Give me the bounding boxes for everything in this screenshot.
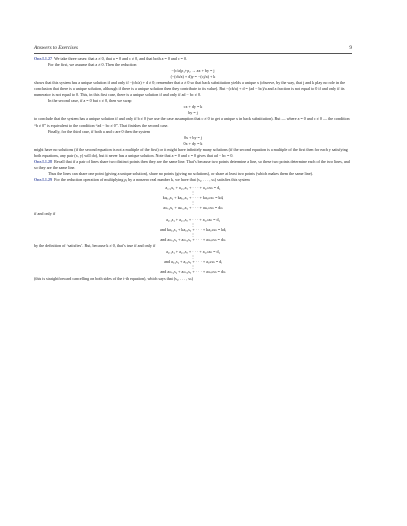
vertical-ellipsis: ⋮	[190, 264, 196, 270]
paragraph: Finally, for the third case, if both a and c are 0 then the system	[48, 128, 151, 134]
exercise-text: For the reduction operation of multiplying ρᵢ by a nonzero real number k, we have that (s₁, . . . , sₙ) satisfies this system	[54, 176, 250, 182]
vertical-ellipsis: ⋮	[190, 200, 196, 206]
exercise-label: One.I.1.29	[34, 176, 53, 182]
equation: −(c/a)ρ₁+ρ₂ → ax + by = j	[171, 68, 215, 74]
vertical-ellipsis: ⋮	[190, 190, 196, 196]
header-rule	[34, 53, 352, 54]
exercise-text: We take three cases: that a ≠ 0, that a = 0 and c ≠ 0, and that both a = 0 and c = 0.	[54, 56, 188, 61]
paragraph: might have no solutions (if the second equation is not a multiple of the first) or it might have infinitely many solutions (if the second equation is a multiple of the first then for each y satisfying both equations, any pair (x, y) will do), but it never has a unique solution. Note that a = 0 and c = 0 gives that ad − bc = 0.	[34, 146, 348, 158]
equation: a₁,₁s₁ + a₁,₂s₂ + · · · + a₁,ₙsₙ = d₁	[166, 217, 220, 223]
vertical-ellipsis: ⋮	[190, 232, 196, 238]
exercise-label: One.I.1.28	[34, 158, 53, 164]
equation: (−(cb/a) + d)y = −(cj/a) + k	[170, 74, 216, 80]
equation: and aᵢ,₁s₁ + aᵢ,₂s₂ + · · · + aᵢ,ₙsₙ = dᵢ	[164, 259, 222, 265]
page-number: 9	[349, 45, 352, 51]
equation: a₁,₁s₁ + a₁,₂s₂ + · · · + a₁,ₙsₙ = d₁	[166, 249, 220, 255]
paragraph: For the first, we assume that a ≠ 0. Then the reduction	[48, 62, 137, 68]
paragraph: shows that this system has a unique solution if and only if −(cb/a) + d ≠ 0; remember that a ≠ 0 so that back substitution yields a unique x (observe, by the way, that j and k play no role in the conclusion that there is a unique solution, although if there is a unique solution then they contribute to its value). But −(cb/a) + d = (ad − bc)/a and a fraction is not equal to 0 if and only if its numerator is not equal to 0. This, in this first case, there is a unique solution if and only if ad − bc ≠ 0.	[34, 80, 346, 98]
running-title: Answers to Exercises	[34, 45, 78, 51]
equation: kaᵢ,₁x₁ + kaᵢ,₂x₂ + · · · + kaᵢ,ₙxₙ = kdᵢ	[162, 195, 224, 201]
equation: by = j	[188, 110, 198, 116]
paragraph: if and only if	[34, 211, 56, 217]
exercise-text: Recall that if a pair of lines share two distinct points then they are the same line. That’s because two points determine a line, so these two points determine each of the two lines, and so they are the same line.	[34, 158, 350, 170]
vertical-ellipsis: ⋮	[190, 254, 196, 260]
page-body	[34, 56, 352, 282]
paragraph: to conclude that the system has a unique solution if and only if b ≠ 0 (we use the case assumption that c ≠ 0 to get a unique x in back substitution). But — where a = 0 and c ≠ 0 — the condition “b ≠ 0” is equivalent to the condition “ad − bc ≠ 0”. That finishes the second case.	[34, 116, 350, 128]
equation: aₘ,₁x₁ + aₘ,₂x₂ + · · · + aₘ,ₙxₙ = dₘ	[163, 205, 223, 211]
equation: 0x + dy = k	[183, 140, 203, 146]
exercise-label: One.I.1.27	[34, 56, 53, 61]
paragraph: In the second case, if a = 0 but c ≠ 0, then we swap	[48, 98, 132, 104]
exercise-paragraph	[34, 159, 352, 171]
paragraph: (this is straightforward cancelling on both sides of the i-th equation), which says that (s₁, . . . , sₙ)	[34, 275, 194, 281]
running-head	[34, 45, 352, 51]
equation: a₁,₁x₁ + a₁,₂x₂ + · · · + a₁,ₙxₙ = d₁	[165, 184, 221, 190]
equation: and kaᵢ,₁s₁ + kaᵢ,₂s₂ + · · · + kaᵢ,ₙsₙ = kdᵢ	[160, 227, 226, 233]
paragraph: Thus the lines can share one point (giving a unique solution), share no points (giving no solutions), or share at least two points (which makes them the same line).	[48, 170, 314, 176]
equation: and aₘ,₁s₁ + aₘ,₂s₂ + · · · + aₘ,ₙsₙ = dₘ	[160, 237, 226, 243]
equation: 0x + by = j	[183, 134, 203, 140]
vertical-ellipsis: ⋮	[190, 222, 196, 228]
equation: and aₘ,₁s₁ + aₘ,₂s₂ + · · · + aₘ,ₙsₙ = dₘ	[160, 269, 226, 275]
paragraph: by the definition of ‘satisfies’. But, because k ≠ 0, that’s true if and only if	[34, 243, 156, 249]
equation: cx + dy = k	[183, 104, 203, 110]
